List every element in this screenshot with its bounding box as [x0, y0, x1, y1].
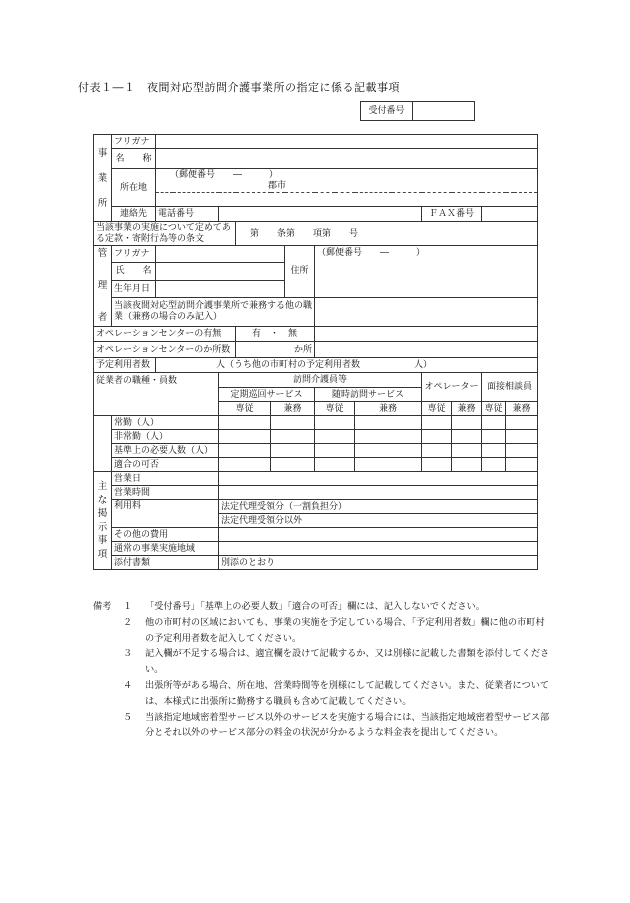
- manager-address-label: 住所: [285, 246, 315, 298]
- article-label: 当該事業の実施について定めてある定款・寄附行為等の条文: [94, 222, 236, 246]
- remark-text: 当該指定地域密着型サービス以外のサービスを実施する場合には、当該指定地域密着型サービス部分とそれ以外のサービス部分の料金の状況が分かるような料金表を提出してください。: [145, 711, 550, 739]
- notice-side-label: 主 な 掲 示 事 項: [94, 472, 112, 570]
- office-tel-label: 電話番号: [156, 207, 219, 222]
- manager-furigana-label: フリガナ: [112, 246, 156, 263]
- staff-cell[interactable]: [219, 430, 271, 444]
- staff-col1-label: 定期巡回サービス: [219, 388, 315, 402]
- receipt-number-field[interactable]: [413, 102, 475, 121]
- manager-other-job-field[interactable]: [315, 297, 538, 326]
- staff-cell[interactable]: [219, 444, 271, 458]
- manager-side-label: 管 理 者: [94, 246, 112, 327]
- office-furigana-label: フリガナ: [112, 135, 156, 149]
- staff-row-label: 非常勤（人）: [112, 430, 219, 444]
- office-side-label: 事 業 所: [94, 135, 112, 222]
- remark-text: 他の市町村の区域においても、事業の実施を予定している場合、「予定利用者数」欄に他の市町村の予定利用者数を記入してください。: [145, 616, 545, 644]
- remark-text: 記入欄が不足する場合は、適宜欄を設けて記載するか、又は別様に記載した書類を添付してください。: [145, 648, 550, 676]
- staff-cell[interactable]: [271, 430, 315, 444]
- users-field[interactable]: 人（うち他の市町村の予定利用者数 人）: [156, 358, 538, 373]
- staff-parttime-label: 兼務: [355, 402, 422, 416]
- staff-cell[interactable]: [452, 444, 482, 458]
- notice-fee-label: 利用料: [112, 500, 219, 528]
- staff-cell[interactable]: [355, 444, 422, 458]
- manager-birth-field[interactable]: [156, 281, 285, 298]
- staff-cell[interactable]: [271, 444, 315, 458]
- staff-operator-label: オペレーター: [422, 373, 482, 402]
- staff-cell[interactable]: [271, 416, 315, 430]
- op-count-field[interactable]: か所: [236, 342, 315, 358]
- office-fax-label: ＦＡＸ番号: [422, 207, 482, 222]
- manager-name-field[interactable]: [156, 262, 285, 280]
- staff-cell[interactable]: [452, 416, 482, 430]
- staff-cell[interactable]: [452, 430, 482, 444]
- staff-fulltime-label: 専従: [219, 402, 271, 416]
- remark-number: ４: [123, 679, 133, 691]
- page-title: 付表１―１ 夜間対応型訪問介護事業所の指定に係る記載事項: [78, 81, 400, 94]
- remarks-label: 備考: [93, 601, 112, 612]
- receipt-number-box: [360, 101, 475, 121]
- staff-cell[interactable]: [506, 430, 538, 444]
- staff-row-label: 適合の可否: [112, 458, 219, 472]
- staff-cell[interactable]: [315, 416, 355, 430]
- staff-indent: [94, 458, 112, 472]
- staff-indent: [94, 416, 112, 430]
- staff-cell[interactable]: [506, 444, 538, 458]
- staff-indent: [94, 430, 112, 444]
- staff-parttime-label: 兼務: [452, 402, 482, 416]
- staff-cell[interactable]: [422, 458, 452, 472]
- notice-other-fee-field[interactable]: [219, 528, 538, 542]
- staff-fulltime-label: 専従: [482, 402, 506, 416]
- office-contact-label: 連絡先: [112, 207, 156, 222]
- remark-text: 出張所等がある場合、所在地、営業時間等を別様にして記載してください。また、従業者については、本様式に出張所に勤務する職員も含めて記載してください。: [145, 679, 550, 707]
- manager-birth-label: 生年月日: [112, 281, 156, 298]
- notice-hours-field[interactable]: [219, 486, 538, 500]
- staff-cell[interactable]: [506, 416, 538, 430]
- office-name-field[interactable]: [156, 149, 538, 169]
- staff-row-label: 常勤（人）: [112, 416, 219, 430]
- remark-item: [93, 646, 553, 678]
- remark-item: [93, 678, 553, 710]
- staff-parttime-label: 兼務: [506, 402, 538, 416]
- staff-cell[interactable]: [315, 458, 355, 472]
- op-center-label: オペレーションセンターの有無: [94, 327, 236, 342]
- staff-fulltime-label: 専従: [422, 402, 452, 416]
- op-count-blank: [315, 342, 538, 358]
- staff-parttime-label: 兼務: [271, 402, 315, 416]
- op-center-field[interactable]: 有 ・ 無: [236, 327, 315, 342]
- staff-visit-group-label: 訪問介護員等: [219, 373, 422, 388]
- staff-cell[interactable]: [482, 458, 506, 472]
- op-count-label: オペレーションセンターのか所数: [94, 342, 236, 358]
- users-label: 予定利用者数: [94, 358, 156, 373]
- staff-cell[interactable]: [355, 416, 422, 430]
- remark-text: 「受付番号」「基準上の必要人数」「適合の可否」欄には、記入しないでください。: [145, 601, 485, 612]
- staff-cell[interactable]: [422, 430, 452, 444]
- office-tel-field[interactable]: [219, 207, 422, 222]
- office-name-label: 名 称: [112, 149, 156, 169]
- staff-cell[interactable]: [315, 444, 355, 458]
- office-furigana-field[interactable]: [156, 135, 538, 149]
- staff-cell[interactable]: [506, 458, 538, 472]
- remark-number: ３: [123, 648, 133, 660]
- staff-col2-label: 随時訪問サービス: [315, 388, 422, 402]
- staff-fulltime-label: 専従: [315, 402, 355, 416]
- notice-area-field[interactable]: [219, 542, 538, 556]
- remark-number: ５: [123, 711, 133, 723]
- notice-fee2-field[interactable]: 法定代理受領分以外: [219, 514, 538, 528]
- manager-other-job-label: 当該夜間対応型訪問介護事業所で兼務する他の職業（兼務の場合のみ記入）: [112, 297, 315, 326]
- remark-item: [93, 615, 553, 647]
- staff-cell[interactable]: [219, 458, 271, 472]
- staff-indent: [94, 444, 112, 458]
- receipt-number-label: 受付番号: [361, 102, 413, 121]
- remarks-section: [93, 599, 553, 741]
- staff-cell[interactable]: [452, 458, 482, 472]
- notice-fee1-field[interactable]: 法定代理受領分（一割負担分）: [219, 500, 538, 514]
- office-address-label: 所在地: [112, 169, 156, 207]
- main-form-table: [93, 134, 538, 570]
- staff-label: 従業者の職種・員数: [94, 373, 219, 416]
- staff-cell[interactable]: [482, 430, 506, 444]
- manager-name-label: 氏 名: [112, 262, 156, 280]
- manager-furigana-field[interactable]: [156, 246, 285, 263]
- remark-item: [93, 710, 553, 742]
- remark-number: １: [123, 601, 133, 612]
- office-postal-field[interactable]: （郵便番号 ― ） 郡市: [156, 169, 538, 193]
- notice-area-label: 通常の事業実施地域: [112, 542, 219, 556]
- staff-cell[interactable]: [355, 458, 422, 472]
- staff-interview-label: 面接相談員: [482, 373, 538, 402]
- remark-item: [93, 599, 553, 615]
- staff-cell[interactable]: [482, 416, 506, 430]
- manager-address-field[interactable]: （郵便番号 ― ）: [315, 246, 538, 298]
- staff-cell[interactable]: [355, 430, 422, 444]
- staff-cell[interactable]: [422, 444, 452, 458]
- remark-number: ２: [123, 616, 133, 628]
- attachment-label: 添付書類: [112, 556, 219, 570]
- notice-days-field[interactable]: [219, 472, 538, 486]
- staff-row-label: 基準上の必要人数（人）: [112, 444, 219, 458]
- op-center-blank: [315, 327, 538, 342]
- notice-other-fee-label: その他の費用: [112, 528, 219, 542]
- staff-cell[interactable]: [422, 416, 452, 430]
- notice-days-label: 営業日: [112, 472, 219, 486]
- office-address-field[interactable]: [156, 193, 538, 207]
- article-field[interactable]: 第 条第 項第 号: [236, 222, 538, 246]
- staff-cell[interactable]: [271, 458, 315, 472]
- staff-cell[interactable]: [315, 430, 355, 444]
- staff-cell[interactable]: [482, 444, 506, 458]
- notice-hours-label: 営業時間: [112, 486, 219, 500]
- office-fax-field[interactable]: [482, 207, 538, 222]
- attachment-field: 別添のとおり: [219, 556, 538, 570]
- staff-cell[interactable]: [219, 416, 271, 430]
